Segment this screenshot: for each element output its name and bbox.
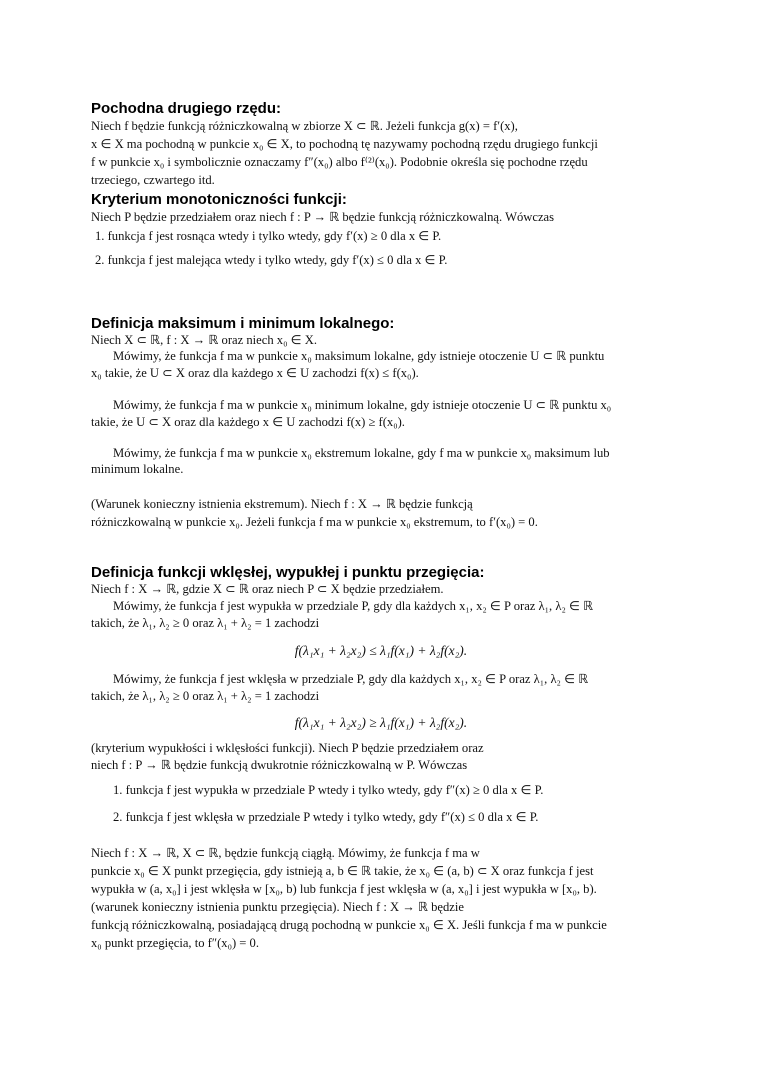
monotonicity-intro: Niech P będzie przedziałem oraz niech f : P → ℝ będzie funkcją różniczkowalną. Wówczas: [91, 210, 555, 224]
extrema-min-line-2: takie, że U ⊂ X oraz dla każdego x ∈ U zachodzi f(x) ≥ f(x₀).: [91, 415, 405, 429]
text-line: Niech f będzie funkcją różniczkowalną w zbiorze X ⊂ ℝ. Jeżeli funkcja g(x) = f′(x),: [91, 119, 518, 133]
section-title-second-derivative: Pochodna drugiego rzędu:: [91, 100, 281, 117]
convexity-intro: Niech f : X → ℝ, gdzie X ⊂ ℝ oraz niech P ⊂ X będzie przedziałem.: [91, 582, 444, 596]
section-title-convexity: Definicja funkcji wklęsłej, wypukłej i punktu przegięcia:: [91, 564, 485, 581]
text-line: f w punkcie x₀ i symbolicznie oznaczamy f″(x₀) albo f⁽²⁾(x₀). Podobnie określa się pochodne rzędu: [91, 155, 588, 169]
text-line: x₀ punkt przegięcia, to f″(x₀) = 0.: [91, 936, 260, 950]
monotonicity-item-1: 1. funkcja f jest rosnąca wtedy i tylko wtedy, gdy f′(x) ≥ 0 dla x ∈ P.: [95, 229, 442, 243]
extrema-necessary-line-2: różniczkowalną w punkcie x₀. Jeżeli funkcja f ma w punkcie x₀ ekstremum, to f′(x₀) = 0.: [91, 515, 538, 529]
convex-def-line-1: Mówimy, że funkcja f jest wypukła w przedziale P, gdy dla każdych x₁, x₂ ∈ P oraz λ₁, λ₂ ∈ ℝ: [113, 599, 594, 613]
text-line: punkcie x₀ ∈ X punkt przegięcia, gdy istnieją a, b ∈ ℝ takie, że x₀ ∈ (a, b) ⊂ X oraz funkcja f jest: [91, 864, 594, 878]
convex-def-line-2: takich, że λ₁, λ₂ ≥ 0 oraz λ₁ + λ₂ = 1 zachodzi: [91, 616, 320, 630]
text-line: x ∈ X ma pochodną w punkcie x₀ ∈ X, to pochodną tę nazywamy pochodną rzędu drugiego funkcji: [91, 137, 598, 151]
extrema-ext-line-1: Mówimy, że funkcja f ma w punkcie x₀ ekstremum lokalne, gdy f ma w punkcie x₀ maksimum lub: [113, 446, 610, 460]
second-derivative-paragraph: [91, 117, 671, 189]
convex-inequality: f(λ₁x₁ + λ₂x₂) ≤ λ₁f(x₁) + λ₂f(x₂).: [294, 643, 468, 658]
extrema-max-line-2: x₀ takie, że U ⊂ X oraz dla każdego x ∈ U zachodzi f(x) ≤ f(x₀).: [91, 366, 419, 380]
text-line: Niech f : X → ℝ, X ⊂ ℝ, będzie funkcją ciągłą. Mówimy, że funkcja f ma w: [91, 846, 480, 860]
concave-inequality: f(λ₁x₁ + λ₂x₂) ≥ λ₁f(x₁) + λ₂f(x₂).: [294, 715, 468, 730]
concave-def-line-1: Mówimy, że funkcja f jest wklęsła w przedziale P, gdy dla każdych x₁, x₂ ∈ P oraz λ₁, λ₂ ∈ ℝ: [113, 672, 589, 686]
inflection-paragraph: [91, 844, 671, 952]
extrema-ext-line-2: minimum lokalne.: [91, 462, 184, 476]
text-line: wypukła w (a, x₀] i jest wklęsła w [x₀, b) lub funkcja f jest wklęsła w (a, x₀] i jest wypukła w [x₀, b).: [91, 882, 597, 896]
convexity-item-2: 2. funkcja f jest wklęsła w przedziale P wtedy i tylko wtedy, gdy f″(x) ≤ 0 dla x ∈ P.: [113, 810, 539, 824]
extrema-intro: Niech X ⊂ ℝ, f : X → ℝ oraz niech x₀ ∈ X.: [91, 333, 317, 347]
section-title-monotonicity: Kryterium monotoniczności funkcji:: [91, 191, 347, 208]
convexity-item-1: 1. funkcja f jest wypukła w przedziale P wtedy i tylko wtedy, gdy f″(x) ≥ 0 dla x ∈ P.: [113, 783, 544, 797]
section-title-local-extrema: Definicja maksimum i minimum lokalnego:: [91, 315, 395, 332]
convexity-criterion-line-1: (kryterium wypukłości i wklęsłości funkcji). Niech P będzie przedziałem oraz: [91, 741, 484, 755]
concave-def-line-2: takich, że λ₁, λ₂ ≥ 0 oraz λ₁ + λ₂ = 1 zachodzi: [91, 689, 320, 703]
monotonicity-item-2: 2. funkcja f jest malejąca wtedy i tylko wtedy, gdy f′(x) ≤ 0 dla x ∈ P.: [95, 253, 448, 267]
text-line: (warunek konieczny istnienia punktu przegięcia). Niech f : X → ℝ będzie: [91, 900, 464, 914]
convexity-criterion-line-2: niech f : P → ℝ będzie funkcją dwukrotnie różniczkowalną w P. Wówczas: [91, 758, 468, 772]
extrema-max-line-1: Mówimy, że funkcja f ma w punkcie x₀ maksimum lokalne, gdy istnieje otoczenie U ⊂ ℝ punktu: [113, 349, 605, 363]
text-line: funkcją różniczkowalną, posiadającą drugą pochodną w punkcie x₀ ∈ X. Jeśli funkcja f ma w punkcie: [91, 918, 607, 932]
extrema-necessary-line-1: (Warunek konieczny istnienia ekstremum). Niech f : X → ℝ będzie funkcją: [91, 497, 473, 511]
text-line: trzeciego, czwartego itd.: [91, 173, 215, 187]
extrema-min-line-1: Mówimy, że funkcja f ma w punkcie x₀ minimum lokalne, gdy istnieje otoczenie U ⊂ ℝ punktu x₀: [113, 398, 612, 412]
